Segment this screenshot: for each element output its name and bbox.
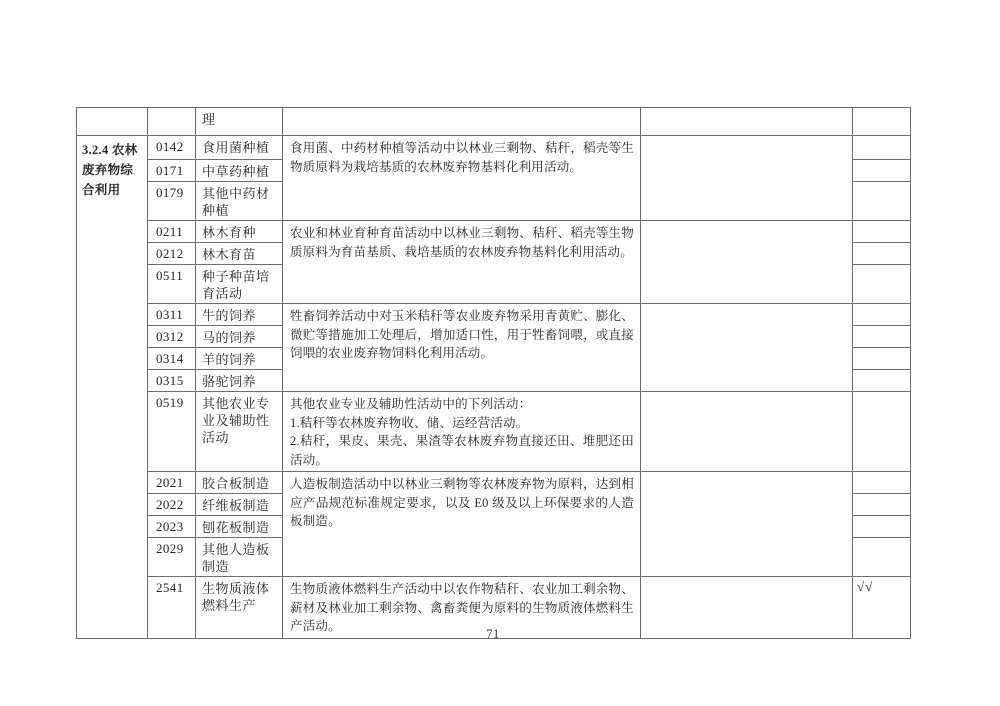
blank-cell xyxy=(641,392,853,472)
industry-code-cell: 0211 xyxy=(148,221,196,243)
industry-code-cell: 0519 xyxy=(148,392,196,472)
description-line: 2.秸秆，果皮、果壳、果渣等农林废弃物直接还田、堆肥还田活动。 xyxy=(290,434,634,467)
industry-name-cell: 纤维板制造 xyxy=(196,494,283,516)
check-cell xyxy=(853,304,911,326)
industry-name-cell: 林木育种 xyxy=(196,221,283,243)
industry-code-cell: 2022 xyxy=(148,494,196,516)
check-cell xyxy=(853,182,911,221)
check-cell xyxy=(853,221,911,243)
check-cell xyxy=(853,494,911,516)
industry-name-cell: 其他人造板制造 xyxy=(196,538,283,577)
industry-code-cell: 2029 xyxy=(148,538,196,577)
industry-name-cell: 生物质液体燃料生产 xyxy=(196,577,283,639)
industry-code-cell: 0315 xyxy=(148,370,196,392)
description-cell: 生物质液体燃料生产活动中以农作物秸秆、农业加工剩余物、薪材及林业加工剩余物、禽畜粪便为原料的生物质液体燃料生产活动。 xyxy=(283,577,641,639)
industry-name-cell: 骆驼饲养 xyxy=(196,370,283,392)
table-row xyxy=(77,392,911,472)
check-cell xyxy=(853,243,911,265)
industry-name-cell: 羊的饲养 xyxy=(196,348,283,370)
industry-code-cell: 0212 xyxy=(148,243,196,265)
carryover-name-cell: 理 xyxy=(196,108,283,136)
description-cell: 人造板制造活动中以林业三剩物等农林废弃物为原料，达到相应产品规范标准规定要求，以及 E0 级及以上环保要求的人造板制造。 xyxy=(283,472,641,577)
industry-name-cell: 马的饲养 xyxy=(196,326,283,348)
description-line: 其他农业专业及辅助性活动中的下列活动： xyxy=(290,397,532,411)
blank-cell xyxy=(641,221,853,304)
table-row-carryover xyxy=(77,108,911,136)
industry-code-cell: 0142 xyxy=(148,136,196,160)
check-cell xyxy=(853,326,911,348)
empty-cell xyxy=(148,108,196,136)
description-cell: 农业和林业育种育苗活动中以林业三剩物、秸秆、稻壳等生物质原料为育苗基质、栽培基质的农林废弃物基料化利用活动。 xyxy=(283,221,641,304)
check-cell xyxy=(853,370,911,392)
check-cell xyxy=(853,136,911,160)
empty-cell xyxy=(853,108,911,136)
industry-code-cell: 0511 xyxy=(148,265,196,304)
industry-code-cell: 2541 xyxy=(148,577,196,639)
blank-cell xyxy=(641,472,853,577)
industry-code-cell: 0171 xyxy=(148,160,196,182)
industry-name-cell: 林木育苗 xyxy=(196,243,283,265)
table-row xyxy=(77,304,911,326)
industry-name-cell: 胶合板制造 xyxy=(196,472,283,494)
empty-cell xyxy=(283,108,641,136)
industry-code-cell: 0179 xyxy=(148,182,196,221)
description-cell xyxy=(283,392,641,472)
industry-name-cell: 中草药种植 xyxy=(196,160,283,182)
industry-name-cell: 其他中药材种植 xyxy=(196,182,283,221)
industry-code-cell: 0312 xyxy=(148,326,196,348)
industry-code-cell: 2023 xyxy=(148,516,196,538)
table-row xyxy=(77,472,911,494)
page-number: 71 xyxy=(486,627,500,641)
check-cell xyxy=(853,348,911,370)
blank-cell xyxy=(641,304,853,392)
industry-name-cell: 刨花板制造 xyxy=(196,516,283,538)
industry-code-cell: 0311 xyxy=(148,304,196,326)
industry-name-cell: 种子种苗培育活动 xyxy=(196,265,283,304)
industry-code-cell: 0314 xyxy=(148,348,196,370)
table-row xyxy=(77,136,911,160)
blank-cell xyxy=(641,136,853,221)
classification-table xyxy=(76,107,911,639)
empty-cell xyxy=(641,108,853,136)
check-cell xyxy=(853,392,911,472)
check-cell xyxy=(853,516,911,538)
check-cell xyxy=(853,160,911,182)
check-cell xyxy=(853,265,911,304)
description-cell: 食用菌、中药材种植等活动中以林业三剩物、秸秆，稻壳等生物质原料为栽培基质的农林废弃物基料化利用活动。 xyxy=(283,136,641,221)
industry-name-cell: 其他农业专业及辅助性活动 xyxy=(196,392,283,472)
description-cell: 牲畜饲养活动中对玉米秸秆等农业废弃物采用青黄贮、膨化、微贮等措施加工处理后，增加适口性，用于牲畜饲喂，或直接饲喂的农业废弃物饲料化利用活动。 xyxy=(283,304,641,392)
description-line: 1.秸秆等农林废弃物收、储、运经营活动。 xyxy=(290,415,529,430)
check-cell xyxy=(853,472,911,494)
industry-code-cell: 2021 xyxy=(148,472,196,494)
check-mark-cell: √√ xyxy=(853,577,911,639)
industry-name-cell: 牛的饲养 xyxy=(196,304,283,326)
category-cell: 3.2.4 农林废弃物综合利用 xyxy=(77,136,148,639)
check-cell xyxy=(853,538,911,577)
industry-name-cell: 食用菌种植 xyxy=(196,136,283,160)
empty-cell xyxy=(77,108,148,136)
table-row xyxy=(77,221,911,243)
